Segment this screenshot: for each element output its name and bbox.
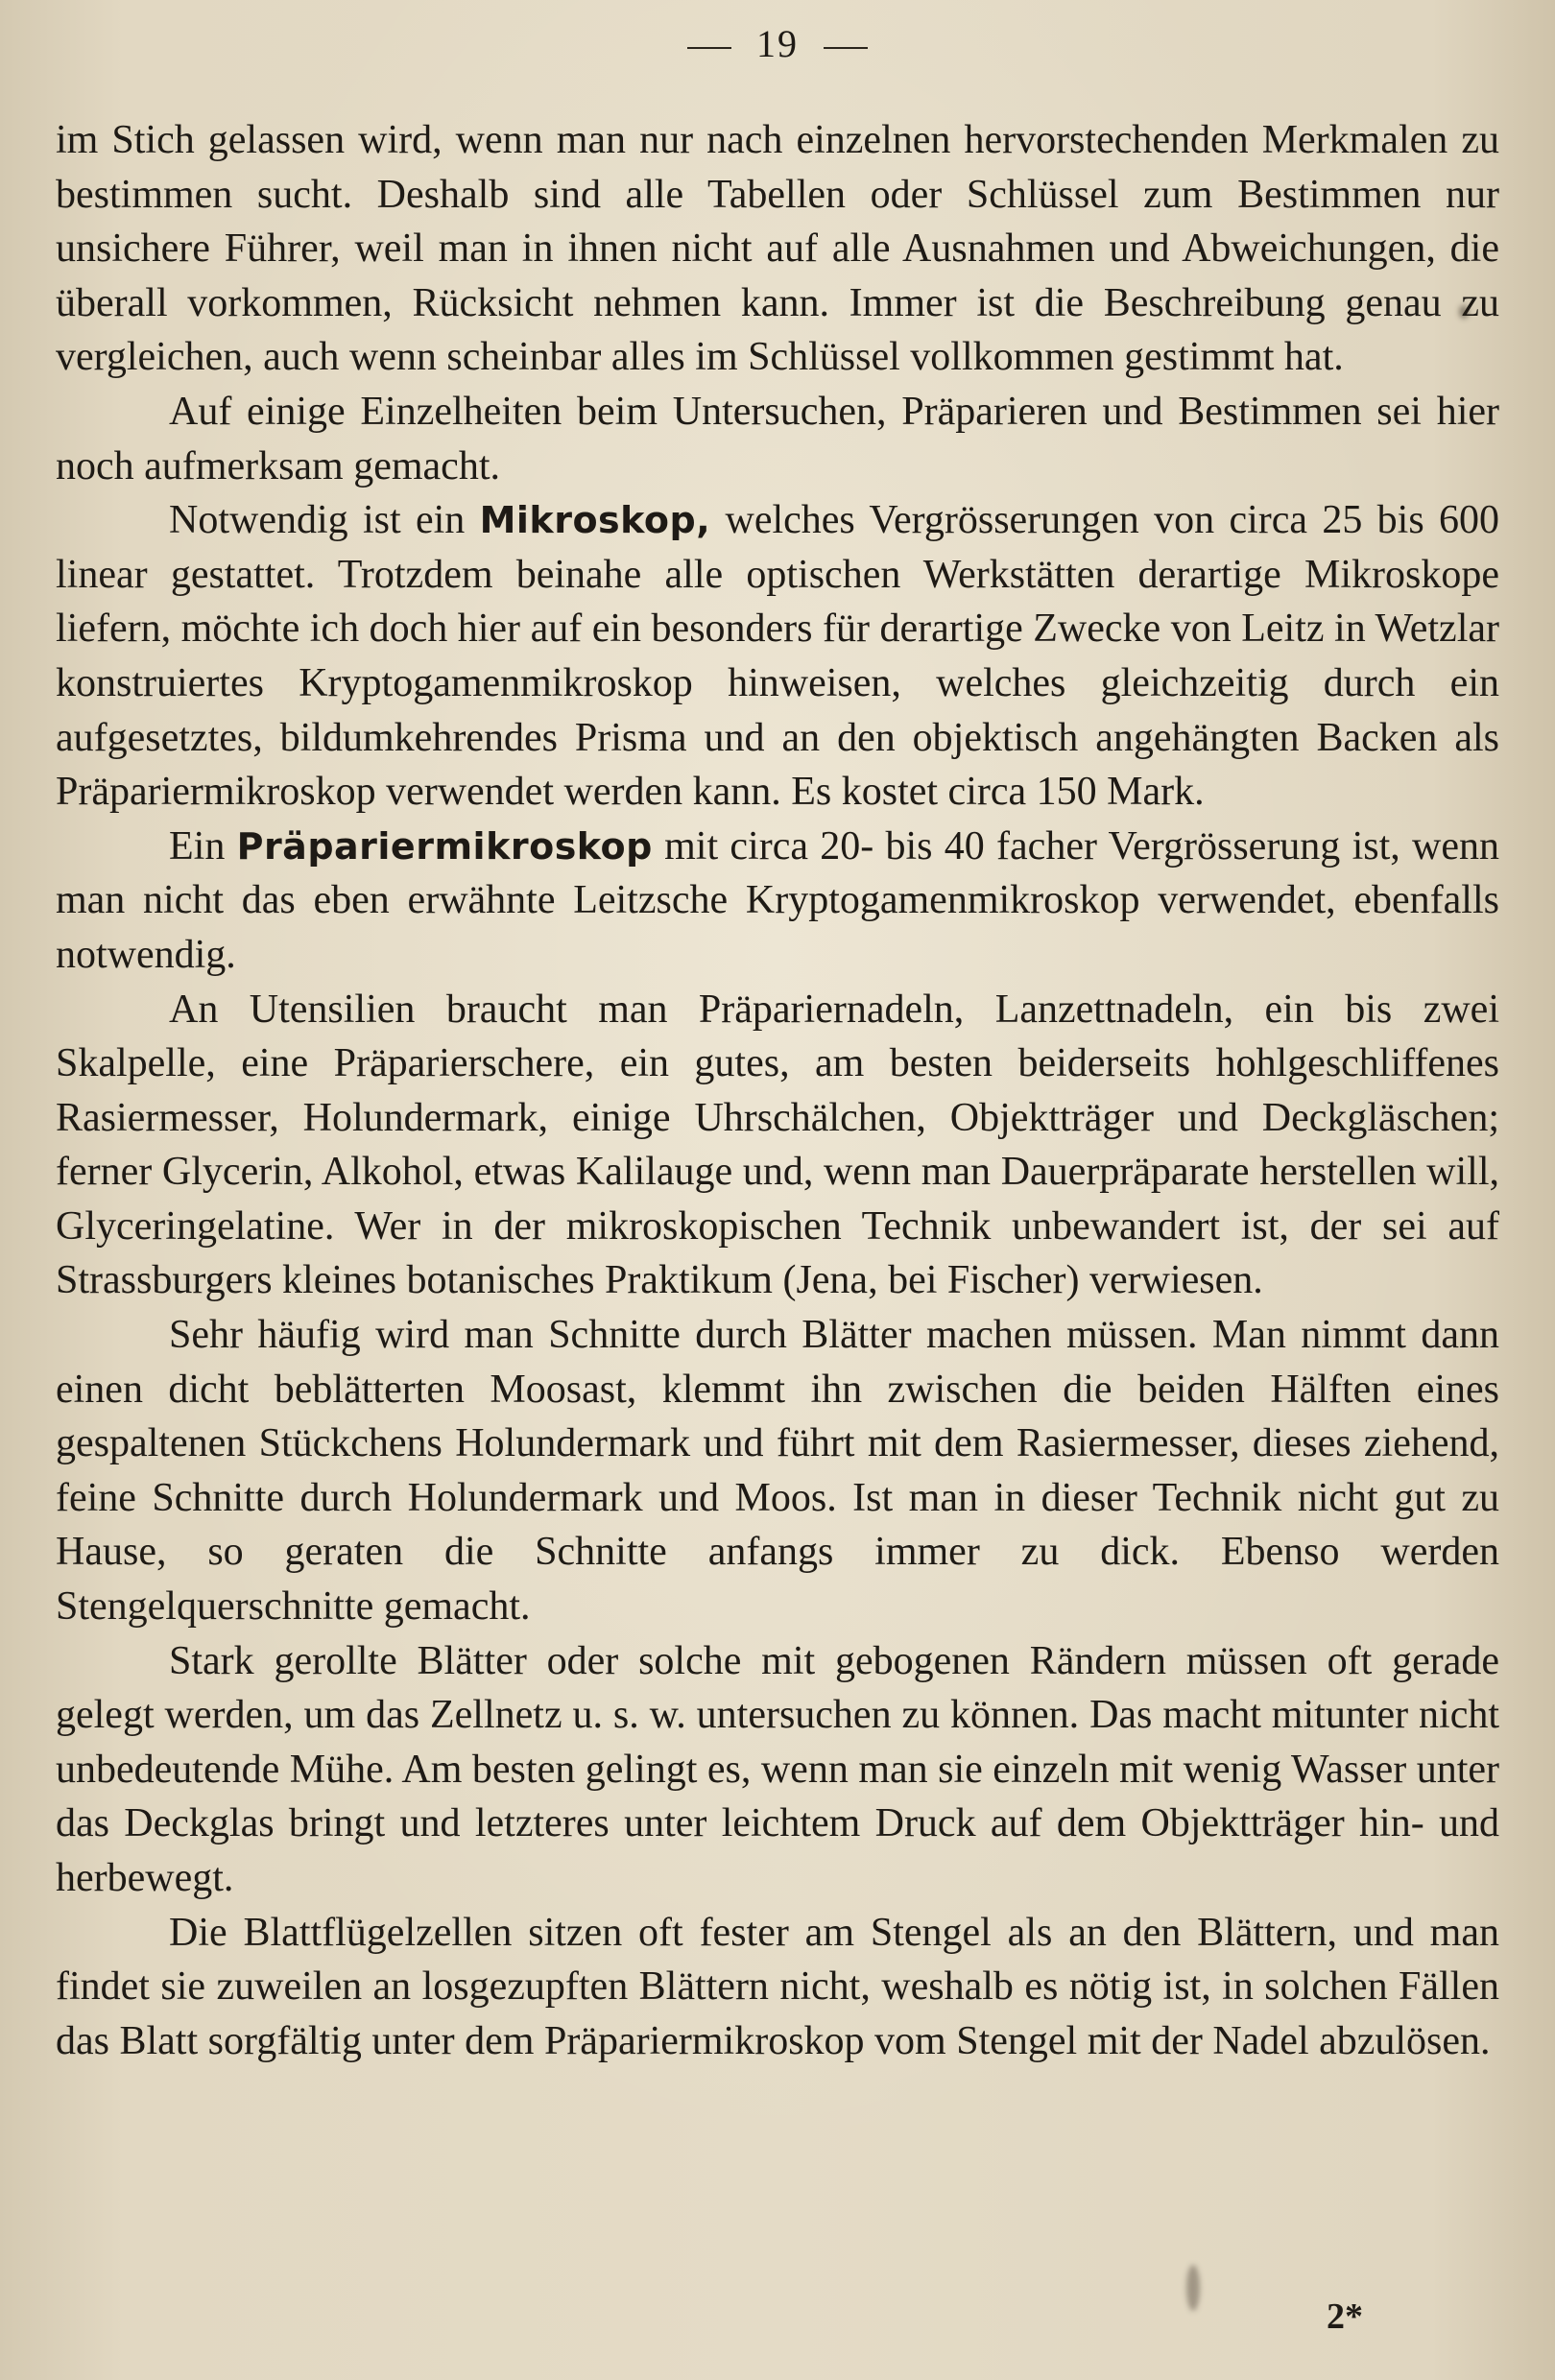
paragraph-5: An Utensilien braucht man Präpariernadeln, Lanzettnadeln, ein bis zwei Skalpelle, eine Präparierschere, ein gutes, am besten beiderseits hohlgeschliffenes Rasiermesser, Holundermark, einige Uhrschälchen, Objektträger und Deckgläschen; ferner Glycerin, Alkohol, etwas Kalilauge und, wenn man Dauerpräparate herstellen will, Glyceringelatine. Wer in der mikroskopischen Technik unbewandert ist, der sei auf Strassburgers kleines botanisches Praktikum (Jena, bei Fischer) verwiesen. — [56, 987, 1499, 1303]
paragraph-3-rest: welches Vergrösserungen von circa 25 bis 600 linear gestattet. Trotzdem beinahe alle optischen Werkstätten derartige Mikroskope liefern, möchte ich doch hier auf ein besonders für derartige Zwecke von Leitz in Wetzlar konstruiertes Kryptogamenmikroskop hinweisen, welches gleichzeitig durch ein aufgesetztes, bildumkehrendes Prisma und an den objektisch angehängten Backen als Präpariermikroskop verwendet werden kann. Es kostet circa 150 Mark. — [56, 498, 1499, 815]
signature-mark: 2* — [1327, 2297, 1363, 2337]
term-mikroskop: Mikroskop, — [479, 499, 711, 542]
paragraph-4-lead: Ein — [169, 823, 237, 869]
paragraph-3 — [56, 493, 1499, 820]
page-number-dash-right — [824, 47, 868, 49]
paragraph-8: Die Blattflügelzellen sitzen oft fester am Stengel als an den Blättern, und man findet sie zuweilen an losgezupften Blättern nicht, weshalb es nötig ist, in solchen Fällen das Blatt sorgfältig unter dem Präpariermikroskop vom Stengel mit der Nadel abzulösen. — [56, 1910, 1499, 2063]
page-number-value: 19 — [756, 22, 799, 65]
page-number-dash-left — [687, 47, 731, 49]
ink-smudge — [1186, 2265, 1200, 2311]
paragraph-7: Stark gerollte Blätter oder solche mit gebogenen Rändern müssen oft gerade gelegt werden, um das Zellnetz u. s. w. untersuchen zu können. Das macht mitunter nicht unbedeutende Mühe. Am besten gelingt es, wenn man sie einzeln mit wenig Wasser unter das Deckglas bringt und letzteres unter leichtem Druck auf dem Objektträger hin- und herbewegt. — [56, 1638, 1499, 1900]
term-praepariermikroskop: Präpariermikroskop — [236, 824, 653, 868]
paragraph-4-rest: mit circa 20- bis 40 facher Vergrösserung ist, wenn man nicht das eben erwähnte Leitzsche Kryptogamenmikroskop verwendet, ebenfalls notwendig. — [56, 823, 1499, 977]
paragraph-1: im Stich gelassen wird, wenn man nur nach einzelnen hervorstechenden Merkmalen zu bestimmen sucht. Deshalb sind alle Tabellen oder Schlüssel zum Bestimmen nur unsichere Führer, weil man in ihnen nicht auf alle Ausnahmen und Abweichungen, die überall vorkommen, Rücksicht nehmen kann. Immer ist die Beschreibung genau zu vergleichen, auch wenn scheinbar alles im Schlüssel vollkommen gestimmt hat. — [56, 118, 1499, 380]
paragraph-3-lead: Notwendig ist ein — [169, 498, 480, 543]
ink-speck — [1459, 305, 1469, 319]
page-number — [0, 21, 1555, 66]
paragraph-4 — [56, 820, 1499, 983]
paragraph-6: Sehr häufig wird man Schnitte durch Blätter machen müssen. Man nimmt dann einen dicht beblätterten Moosast, klemmt ihn zwischen die beiden Hälften eines gespaltenen Stückchens Holundermark und führt mit dem Rasiermesser, dieses ziehend, feine Schnitte durch Holundermark und Moos. Ist man in dieser Technik nicht gut zu Hause, so geraten die Schnitte anfangs immer zu dick. Ebenso werden Stengelquerschnitte gemacht. — [56, 1313, 1499, 1630]
body-text — [56, 113, 1499, 2068]
paragraph-2: Auf einige Einzelheiten beim Untersuchen, Präparieren und Bestimmen sei hier noch aufmerksam gemacht. — [56, 389, 1499, 488]
